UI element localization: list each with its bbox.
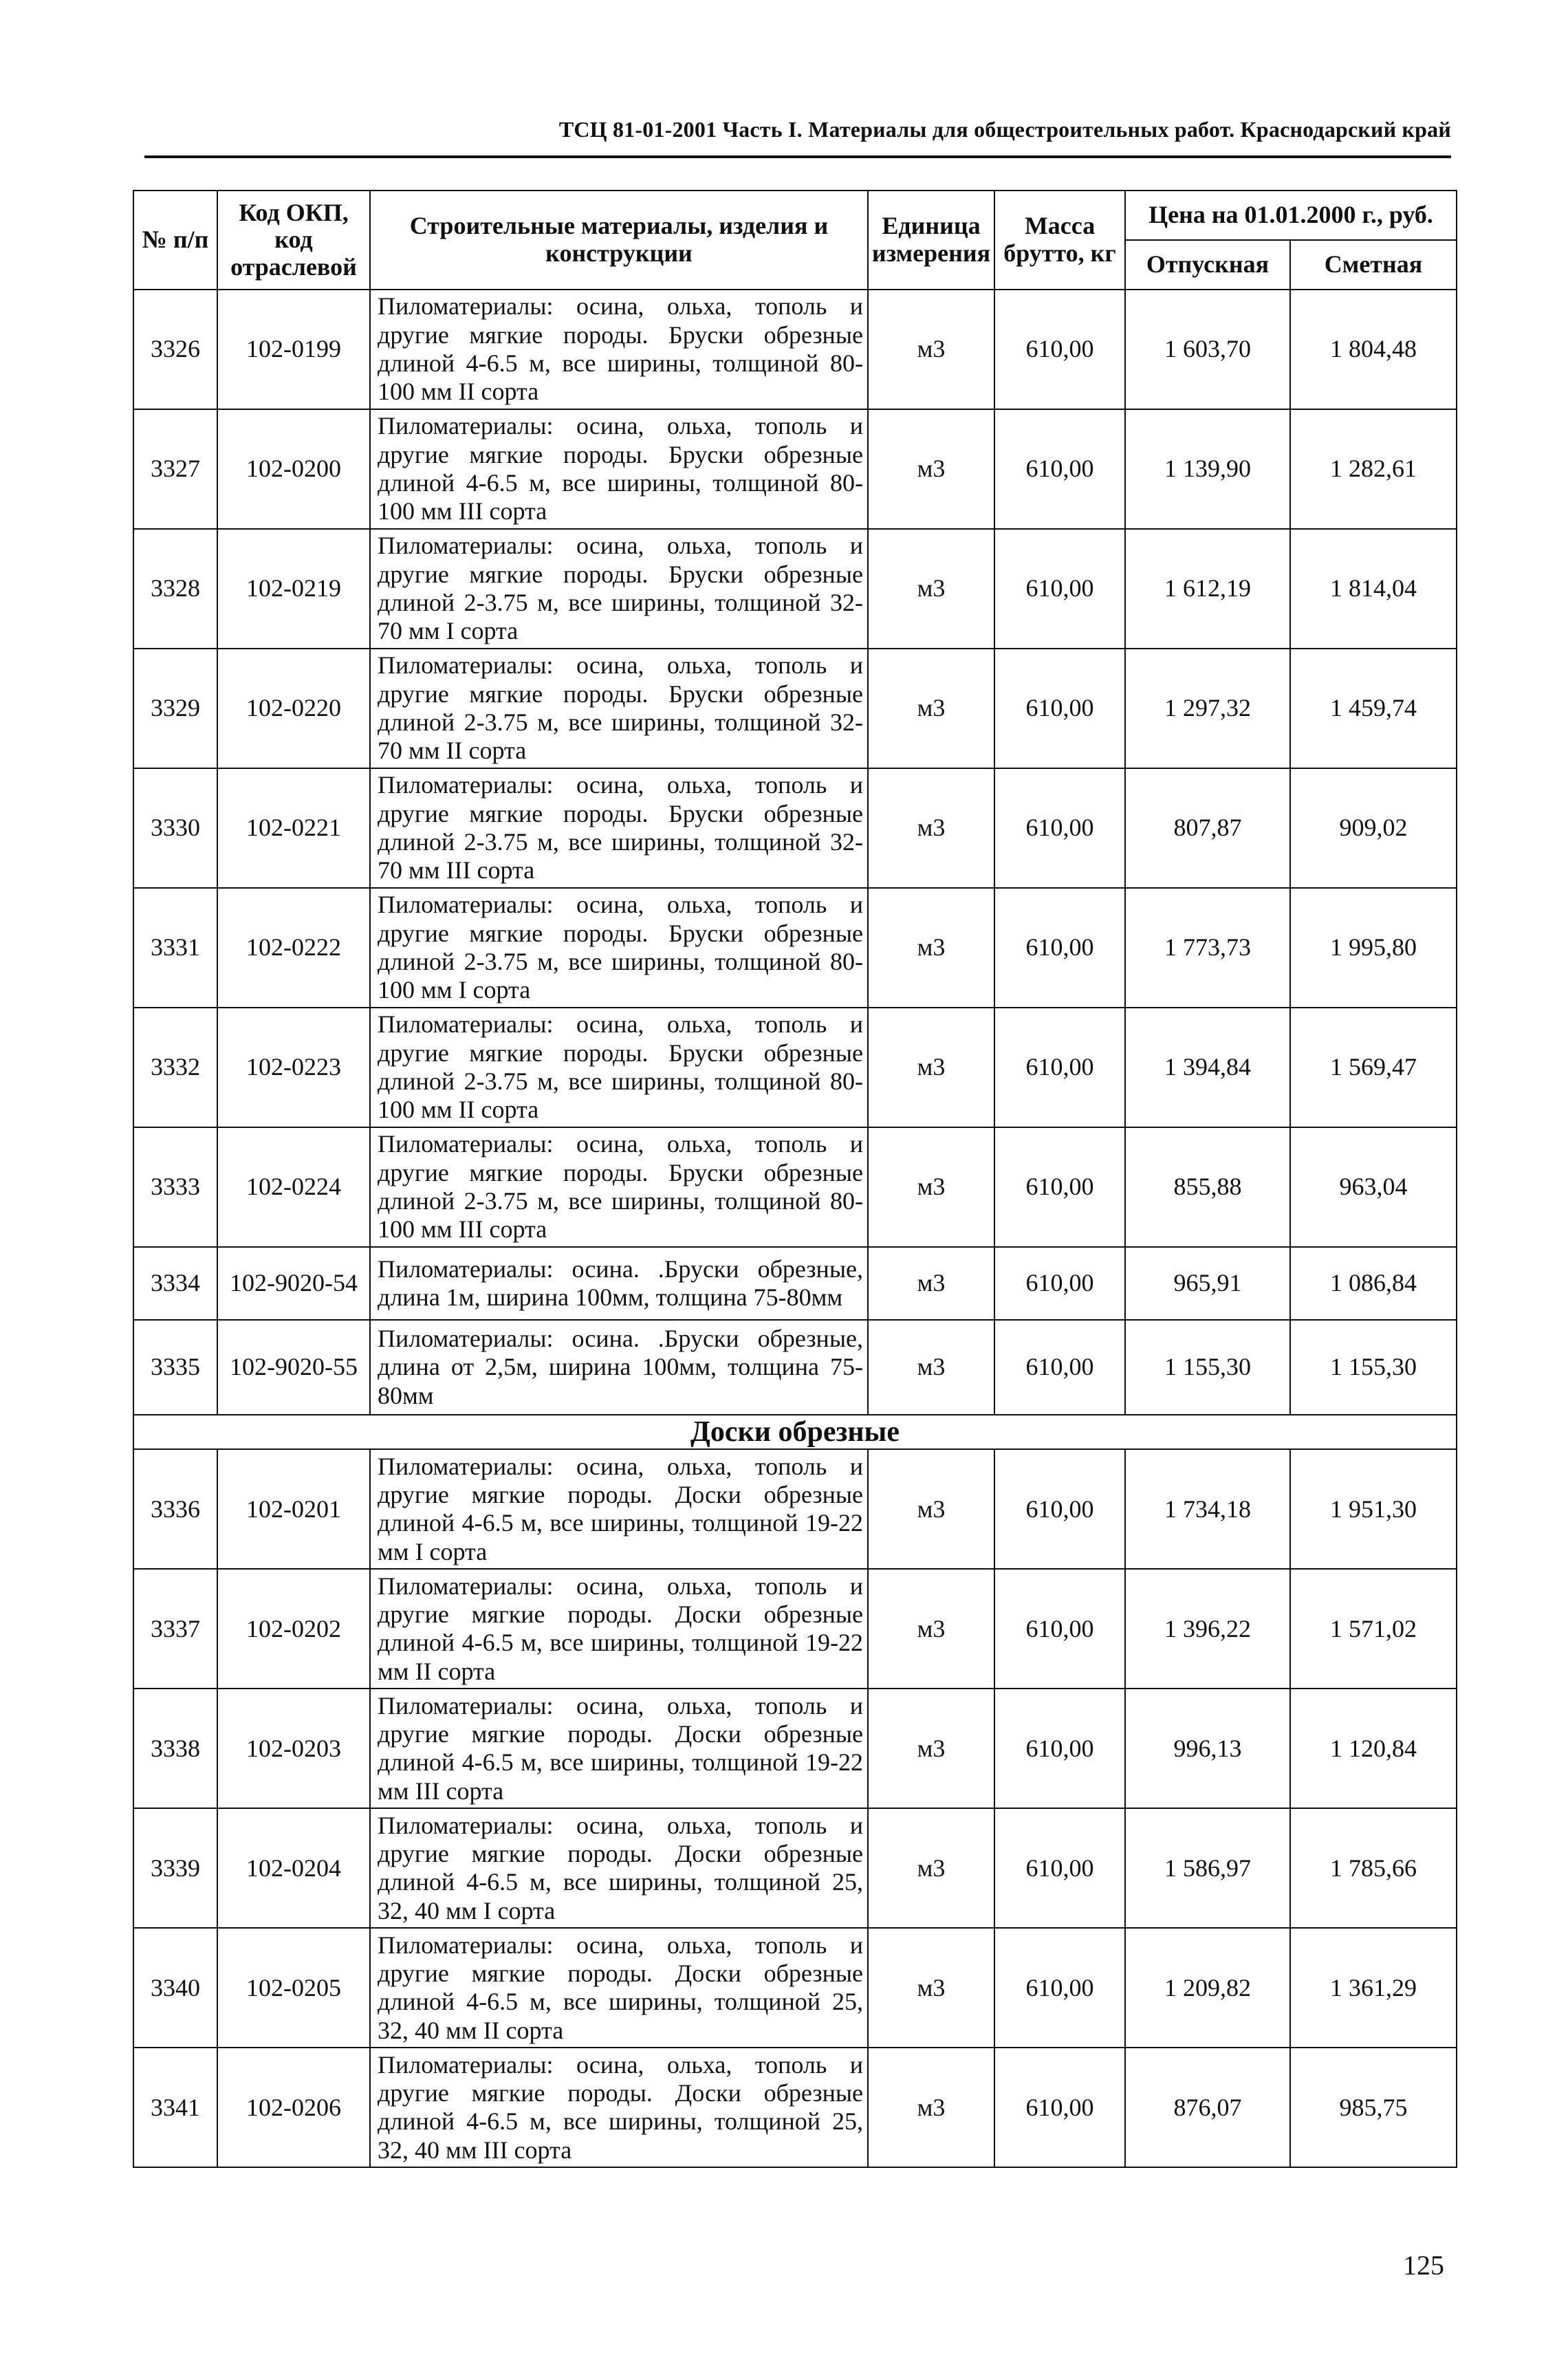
row-mass: 610,00 (994, 290, 1125, 409)
row-unit: м3 (868, 1320, 994, 1415)
row-unit: м3 (868, 1808, 994, 1928)
row-price-release: 996,13 (1125, 1689, 1290, 1808)
row-unit: м3 (868, 290, 994, 409)
price-table (133, 190, 1457, 2168)
row-name: Пиломатериалы: осина, ольха, тополь и другие мягкие породы. Доски обрезные длиной 4-6.5 м, все ширины, толщиной 25, 32, 40 мм I сорта (370, 1808, 868, 1928)
row-price-release: 1 586,97 (1125, 1808, 1290, 1928)
col-header-unit: Единица измерения (868, 191, 994, 290)
row-name: Пиломатериалы: осина. .Бруски обрезные, длина 1м, ширина 100мм, толщина 75-80мм (370, 1247, 868, 1320)
row-price-release: 855,88 (1125, 1127, 1290, 1247)
row-price-release: 965,91 (1125, 1247, 1290, 1320)
row-price-estimate: 1 571,02 (1290, 1569, 1457, 1689)
row-code: 102-0222 (217, 888, 370, 1008)
section-title: Доски обрезные (133, 1415, 1457, 1449)
row-unit: м3 (868, 1449, 994, 1569)
row-price-estimate: 909,02 (1290, 768, 1457, 888)
row-price-estimate: 1 361,29 (1290, 1928, 1457, 2048)
row-mass: 610,00 (994, 649, 1125, 768)
row-price-release: 876,07 (1125, 2048, 1290, 2167)
row-code: 102-0202 (217, 1569, 370, 1689)
row-price-estimate: 1 995,80 (1290, 888, 1457, 1008)
col-header-price-release: Отпускная (1125, 240, 1290, 290)
table-row (133, 1928, 1457, 2048)
row-code: 102-0204 (217, 1808, 370, 1928)
row-unit: м3 (868, 1928, 994, 2048)
row-unit: м3 (868, 529, 994, 649)
row-price-estimate: 1 086,84 (1290, 1247, 1457, 1320)
row-price-estimate: 1 459,74 (1290, 649, 1457, 768)
row-mass: 610,00 (994, 1127, 1125, 1247)
row-num: 3329 (133, 649, 217, 768)
row-price-release: 807,87 (1125, 768, 1290, 888)
row-num: 3332 (133, 1008, 217, 1127)
row-code: 102-0224 (217, 1127, 370, 1247)
page-number: 125 (1403, 2250, 1444, 2281)
row-price-release: 1 734,18 (1125, 1449, 1290, 1569)
table-row (133, 529, 1457, 649)
row-name: Пиломатериалы: осина, ольха, тополь и другие мягкие породы. Бруски обрезные длиной 2-3.75 м, все ширины, толщиной 80-100 мм III сорта (370, 1127, 868, 1247)
row-unit: м3 (868, 1247, 994, 1320)
row-num: 3333 (133, 1127, 217, 1247)
row-code: 102-0220 (217, 649, 370, 768)
table-body (133, 290, 1457, 2167)
row-name: Пиломатериалы: осина, ольха, тополь и другие мягкие породы. Доски обрезные длиной 4-6.5 м, все ширины, толщиной 19-22 мм II сорта (370, 1569, 868, 1689)
row-name: Пиломатериалы: осина, ольха, тополь и другие мягкие породы. Бруски обрезные длиной 2-3.75 м, все ширины, толщиной 32-70 мм I сорта (370, 529, 868, 649)
row-mass: 610,00 (994, 529, 1125, 649)
row-mass: 610,00 (994, 1247, 1125, 1320)
row-price-release: 1 603,70 (1125, 290, 1290, 409)
table-row (133, 1569, 1457, 1689)
row-name: Пиломатериалы: осина, ольха, тополь и другие мягкие породы. Бруски обрезные длиной 2-3.75 м, все ширины, толщиной 80-100 мм I сорта (370, 888, 868, 1008)
row-name: Пиломатериалы: осина, ольха, тополь и другие мягкие породы. Бруски обрезные длиной 2-3.75 м, все ширины, толщиной 32-70 мм II сорта (370, 649, 868, 768)
table-row (133, 1008, 1457, 1127)
table-row (133, 290, 1457, 409)
row-mass: 610,00 (994, 1320, 1125, 1415)
row-name: Пиломатериалы: осина, ольха, тополь и другие мягкие породы. Бруски обрезные длиной 4-6.5 м, все ширины, толщиной 80-100 мм II сорта (370, 290, 868, 409)
row-num: 3340 (133, 1928, 217, 2048)
row-price-estimate: 985,75 (1290, 2048, 1457, 2167)
row-name: Пиломатериалы: осина. .Бруски обрезные, длина от 2,5м, ширина 100мм, толщина 75-80мм (370, 1320, 868, 1415)
row-mass: 610,00 (994, 1449, 1125, 1569)
section-row (133, 1415, 1457, 1449)
row-unit: м3 (868, 2048, 994, 2167)
row-unit: м3 (868, 1569, 994, 1689)
row-num: 3339 (133, 1808, 217, 1928)
row-name: Пиломатериалы: осина, ольха, тополь и другие мягкие породы. Бруски обрезные длиной 4-6.5 м, все ширины, толщиной 80-100 мм III сорта (370, 409, 868, 529)
row-price-release: 1 139,90 (1125, 409, 1290, 529)
row-num: 3338 (133, 1689, 217, 1808)
row-name: Пиломатериалы: осина, ольха, тополь и другие мягкие породы. Доски обрезные длиной 4-6.5 м, все ширины, толщиной 25, 32, 40 мм III сорта (370, 2048, 868, 2167)
row-num: 3337 (133, 1569, 217, 1689)
table-row (133, 1808, 1457, 1928)
row-code: 102-0221 (217, 768, 370, 888)
row-code: 102-0201 (217, 1449, 370, 1569)
row-num: 3327 (133, 409, 217, 529)
row-code: 102-0200 (217, 409, 370, 529)
row-price-estimate: 1 155,30 (1290, 1320, 1457, 1415)
row-price-estimate: 1 569,47 (1290, 1008, 1457, 1127)
row-price-estimate: 1 785,66 (1290, 1808, 1457, 1928)
row-mass: 610,00 (994, 409, 1125, 529)
col-header-price-estimate: Сметная (1290, 240, 1457, 290)
row-unit: м3 (868, 649, 994, 768)
row-unit: м3 (868, 768, 994, 888)
row-price-estimate: 1 951,30 (1290, 1449, 1457, 1569)
row-price-release: 1 394,84 (1125, 1008, 1290, 1127)
row-code: 102-9020-55 (217, 1320, 370, 1415)
row-price-release: 1 155,30 (1125, 1320, 1290, 1415)
row-name: Пиломатериалы: осина, ольха, тополь и другие мягкие породы. Доски обрезные длиной 4-6.5 м, все ширины, толщиной 19-22 мм III сорта (370, 1689, 868, 1808)
row-num: 3334 (133, 1247, 217, 1320)
page-header: ТСЦ 81-01-2001 Часть I. Материалы для общестроительных работ. Краснодарский край (558, 117, 1451, 142)
row-price-release: 1 209,82 (1125, 1928, 1290, 2048)
row-unit: м3 (868, 1008, 994, 1127)
row-code: 102-0219 (217, 529, 370, 649)
row-mass: 610,00 (994, 768, 1125, 888)
row-price-estimate: 1 804,48 (1290, 290, 1457, 409)
table-row (133, 1689, 1457, 1808)
row-code: 102-0203 (217, 1689, 370, 1808)
row-unit: м3 (868, 888, 994, 1008)
col-header-code: Код ОКП, код отраслевой (217, 191, 370, 290)
row-price-release: 1 297,32 (1125, 649, 1290, 768)
row-code: 102-0206 (217, 2048, 370, 2167)
row-num: 3335 (133, 1320, 217, 1415)
row-price-release: 1 396,22 (1125, 1569, 1290, 1689)
table-row (133, 1320, 1457, 1415)
row-num: 3326 (133, 290, 217, 409)
row-price-estimate: 1 282,61 (1290, 409, 1457, 529)
table-row (133, 409, 1457, 529)
row-mass: 610,00 (994, 2048, 1125, 2167)
col-header-price-group: Цена на 01.01.2000 г., руб. (1125, 191, 1457, 240)
row-num: 3341 (133, 2048, 217, 2167)
row-mass: 610,00 (994, 1928, 1125, 2048)
row-unit: м3 (868, 409, 994, 529)
row-mass: 610,00 (994, 1569, 1125, 1689)
row-mass: 610,00 (994, 1689, 1125, 1808)
row-price-estimate: 1 814,04 (1290, 529, 1457, 649)
row-code: 102-0199 (217, 290, 370, 409)
col-header-mass: Масса брутто, кг (994, 191, 1125, 290)
row-num: 3330 (133, 768, 217, 888)
row-name: Пиломатериалы: осина, ольха, тополь и другие мягкие породы. Бруски обрезные длиной 2-3.75 м, все ширины, толщиной 32-70 мм III сорта (370, 768, 868, 888)
header-rule (144, 155, 1451, 158)
row-name: Пиломатериалы: осина, ольха, тополь и другие мягкие породы. Доски обрезные длиной 4-6.5 м, все ширины, толщиной 25, 32, 40 мм II сорта (370, 1928, 868, 2048)
table-row (133, 1247, 1457, 1320)
row-name: Пиломатериалы: осина, ольха, тополь и другие мягкие породы. Доски обрезные длиной 4-6.5 м, все ширины, толщиной 19-22 мм I сорта (370, 1449, 868, 1569)
row-num: 3336 (133, 1449, 217, 1569)
row-code: 102-9020-54 (217, 1247, 370, 1320)
row-code: 102-0205 (217, 1928, 370, 2048)
row-name: Пиломатериалы: осина, ольха, тополь и другие мягкие породы. Бруски обрезные длиной 2-3.75 м, все ширины, толщиной 80-100 мм II сорта (370, 1008, 868, 1127)
row-price-estimate: 963,04 (1290, 1127, 1457, 1247)
row-price-estimate: 1 120,84 (1290, 1689, 1457, 1808)
table-row (133, 888, 1457, 1008)
row-mass: 610,00 (994, 1008, 1125, 1127)
row-unit: м3 (868, 1127, 994, 1247)
row-code: 102-0223 (217, 1008, 370, 1127)
row-num: 3331 (133, 888, 217, 1008)
row-price-release: 1 612,19 (1125, 529, 1290, 649)
row-num: 3328 (133, 529, 217, 649)
table-row (133, 1449, 1457, 1569)
table-row (133, 2048, 1457, 2167)
col-header-name: Строительные материалы, изделия и конструкции (370, 191, 868, 290)
table-row (133, 649, 1457, 768)
row-mass: 610,00 (994, 888, 1125, 1008)
row-mass: 610,00 (994, 1808, 1125, 1928)
table-row (133, 1127, 1457, 1247)
row-unit: м3 (868, 1689, 994, 1808)
col-header-num: № п/п (133, 191, 217, 290)
row-price-release: 1 773,73 (1125, 888, 1290, 1008)
table-row (133, 768, 1457, 888)
